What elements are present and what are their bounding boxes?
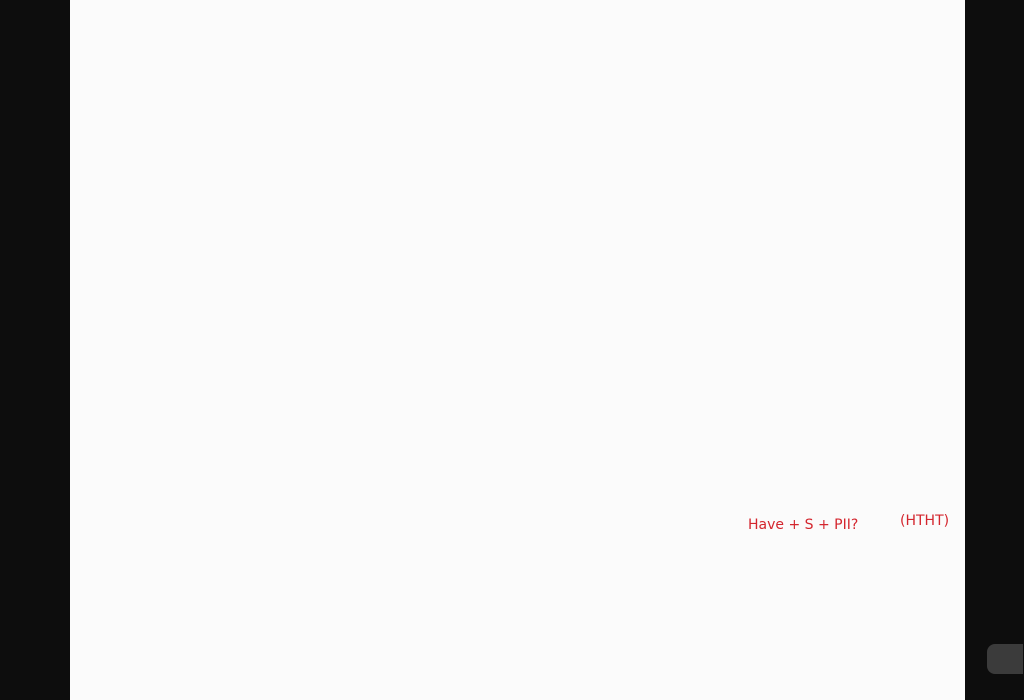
right-dark-margin: [965, 0, 1024, 700]
handwritten-note: Have + S + PII?: [748, 517, 859, 533]
collapse-panel-button[interactable]: [987, 644, 1023, 674]
workbook-page: [70, 0, 965, 700]
handwritten-note: (HTHT): [900, 513, 950, 529]
left-dark-margin: [0, 0, 70, 700]
